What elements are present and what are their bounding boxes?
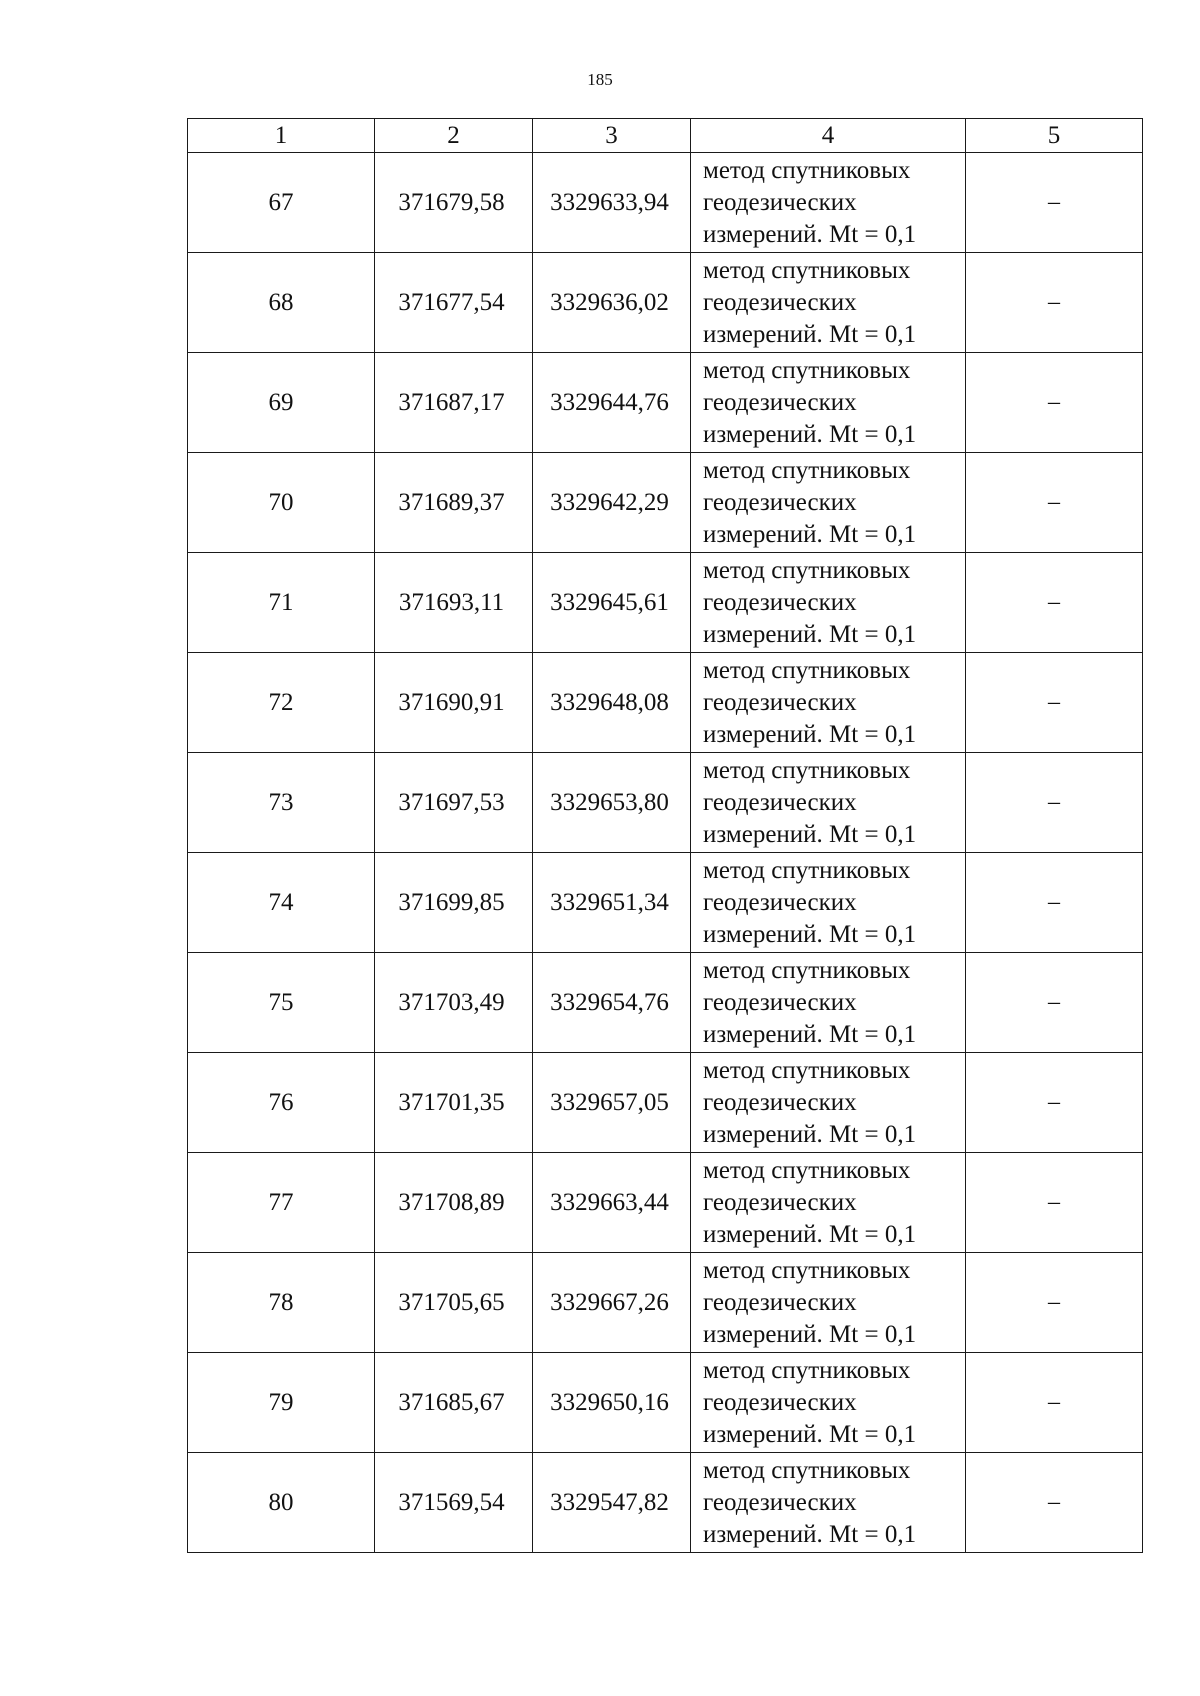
table-row <box>188 1253 1143 1353</box>
x-coordinate-cell: 371569,54 <box>375 1453 533 1553</box>
method-line: измерений. Mt = 0,1 <box>703 1320 917 1348</box>
table-row <box>188 653 1143 753</box>
method-cell <box>691 1153 966 1253</box>
point-number-cell: 72 <box>188 653 375 753</box>
method-line: метод спутниковых <box>703 256 911 284</box>
table-row <box>188 1053 1143 1153</box>
y-coordinate-cell: 3329648,08 <box>533 653 691 753</box>
point-number-cell: 77 <box>188 1153 375 1253</box>
point-number-cell: 68 <box>188 253 375 353</box>
y-coordinate-cell: 3329654,76 <box>533 953 691 1053</box>
note-cell: – <box>966 1453 1143 1553</box>
y-coordinate-cell: 3329645,61 <box>533 553 691 653</box>
x-coordinate-cell: 371693,11 <box>375 553 533 653</box>
method-line: геодезических <box>703 588 857 616</box>
x-coordinate-cell: 371685,67 <box>375 1353 533 1453</box>
point-number-cell: 78 <box>188 1253 375 1353</box>
header-col-4: 4 <box>691 119 966 153</box>
x-coordinate-cell: 371699,85 <box>375 853 533 953</box>
method-cell <box>691 453 966 553</box>
method-line: измерений. Mt = 0,1 <box>703 220 917 248</box>
y-coordinate-cell: 3329667,26 <box>533 1253 691 1353</box>
method-line: измерений. Mt = 0,1 <box>703 820 917 848</box>
method-cell <box>691 1453 966 1553</box>
point-number-cell: 67 <box>188 153 375 253</box>
method-cell <box>691 653 966 753</box>
note-cell: – <box>966 453 1143 553</box>
method-line: метод спутниковых <box>703 156 911 184</box>
note-cell: – <box>966 1253 1143 1353</box>
method-cell <box>691 553 966 653</box>
note-cell: – <box>966 153 1143 253</box>
method-line: геодезических <box>703 1188 857 1216</box>
note-cell: – <box>966 953 1143 1053</box>
point-number-cell: 74 <box>188 853 375 953</box>
coordinates-table <box>187 118 1143 1553</box>
method-line: метод спутниковых <box>703 956 911 984</box>
method-line: измерений. Mt = 0,1 <box>703 320 917 348</box>
table-header <box>188 119 1143 153</box>
table-row <box>188 353 1143 453</box>
method-line: метод спутниковых <box>703 456 911 484</box>
point-number-cell: 70 <box>188 453 375 553</box>
method-line: измерений. Mt = 0,1 <box>703 920 917 948</box>
method-cell <box>691 353 966 453</box>
method-line: геодезических <box>703 488 857 516</box>
method-cell <box>691 253 966 353</box>
method-line: метод спутниковых <box>703 1056 911 1084</box>
y-coordinate-cell: 3329657,05 <box>533 1053 691 1153</box>
table-row <box>188 1453 1143 1553</box>
method-line: измерений. Mt = 0,1 <box>703 1020 917 1048</box>
method-line: геодезических <box>703 688 857 716</box>
x-coordinate-cell: 371687,17 <box>375 353 533 453</box>
method-line: измерений. Mt = 0,1 <box>703 1420 917 1448</box>
header-col-5: 5 <box>966 119 1143 153</box>
table-row <box>188 253 1143 353</box>
x-coordinate-cell: 371690,91 <box>375 653 533 753</box>
method-line: геодезических <box>703 888 857 916</box>
method-cell <box>691 1053 966 1153</box>
method-line: геодезических <box>703 1288 857 1316</box>
x-coordinate-cell: 371689,37 <box>375 453 533 553</box>
method-line: измерений. Mt = 0,1 <box>703 1120 917 1148</box>
y-coordinate-cell: 3329642,29 <box>533 453 691 553</box>
x-coordinate-cell: 371705,65 <box>375 1253 533 1353</box>
x-coordinate-cell: 371701,35 <box>375 1053 533 1153</box>
table-row <box>188 153 1143 253</box>
method-line: измерений. Mt = 0,1 <box>703 620 917 648</box>
x-coordinate-cell: 371708,89 <box>375 1153 533 1253</box>
point-number-cell: 75 <box>188 953 375 1053</box>
table-row <box>188 453 1143 553</box>
note-cell: – <box>966 1353 1143 1453</box>
y-coordinate-cell: 3329636,02 <box>533 253 691 353</box>
method-line: метод спутниковых <box>703 356 911 384</box>
table-row <box>188 953 1143 1053</box>
table-row <box>188 1153 1143 1253</box>
y-coordinate-cell: 3329547,82 <box>533 1453 691 1553</box>
note-cell: – <box>966 653 1143 753</box>
y-coordinate-cell: 3329644,76 <box>533 353 691 453</box>
point-number-cell: 80 <box>188 1453 375 1553</box>
point-number-cell: 69 <box>188 353 375 453</box>
method-line: метод спутниковых <box>703 1456 911 1484</box>
table-row <box>188 853 1143 953</box>
method-cell <box>691 753 966 853</box>
header-col-2: 2 <box>375 119 533 153</box>
x-coordinate-cell: 371679,58 <box>375 153 533 253</box>
method-cell <box>691 853 966 953</box>
method-cell <box>691 1253 966 1353</box>
method-line: метод спутниковых <box>703 856 911 884</box>
header-row <box>188 119 1143 153</box>
table-row <box>188 1353 1143 1453</box>
method-line: измерений. Mt = 0,1 <box>703 1520 917 1548</box>
method-line: измерений. Mt = 0,1 <box>703 420 917 448</box>
x-coordinate-cell: 371697,53 <box>375 753 533 853</box>
x-coordinate-cell: 371677,54 <box>375 253 533 353</box>
note-cell: – <box>966 553 1143 653</box>
table-row <box>188 753 1143 853</box>
header-col-3: 3 <box>533 119 691 153</box>
coordinates-table-container <box>187 118 1142 1553</box>
x-coordinate-cell: 371703,49 <box>375 953 533 1053</box>
method-cell <box>691 153 966 253</box>
method-line: геодезических <box>703 788 857 816</box>
y-coordinate-cell: 3329653,80 <box>533 753 691 853</box>
method-line: измерений. Mt = 0,1 <box>703 1220 917 1248</box>
method-line: метод спутниковых <box>703 1256 911 1284</box>
point-number-cell: 76 <box>188 1053 375 1153</box>
note-cell: – <box>966 1153 1143 1253</box>
y-coordinate-cell: 3329663,44 <box>533 1153 691 1253</box>
point-number-cell: 79 <box>188 1353 375 1453</box>
note-cell: – <box>966 253 1143 353</box>
note-cell: – <box>966 853 1143 953</box>
method-line: геодезических <box>703 1488 857 1516</box>
note-cell: – <box>966 353 1143 453</box>
method-cell <box>691 1353 966 1453</box>
point-number-cell: 71 <box>188 553 375 653</box>
method-line: измерений. Mt = 0,1 <box>703 720 917 748</box>
method-line: геодезических <box>703 388 857 416</box>
table-body <box>188 153 1143 1553</box>
method-line: метод спутниковых <box>703 656 911 684</box>
point-number-cell: 73 <box>188 753 375 853</box>
method-line: геодезических <box>703 988 857 1016</box>
header-col-1: 1 <box>188 119 375 153</box>
note-cell: – <box>966 1053 1143 1153</box>
page-number: 185 <box>587 70 613 89</box>
method-line: метод спутниковых <box>703 756 911 784</box>
y-coordinate-cell: 3329650,16 <box>533 1353 691 1453</box>
method-line: геодезических <box>703 288 857 316</box>
method-line: геодезических <box>703 1088 857 1116</box>
y-coordinate-cell: 3329633,94 <box>533 153 691 253</box>
method-line: метод спутниковых <box>703 1156 911 1184</box>
method-line: метод спутниковых <box>703 1356 911 1384</box>
table-row <box>188 553 1143 653</box>
method-line: геодезических <box>703 188 857 216</box>
y-coordinate-cell: 3329651,34 <box>533 853 691 953</box>
method-line: метод спутниковых <box>703 556 911 584</box>
method-line: геодезических <box>703 1388 857 1416</box>
method-line: измерений. Mt = 0,1 <box>703 520 917 548</box>
note-cell: – <box>966 753 1143 853</box>
method-cell <box>691 953 966 1053</box>
